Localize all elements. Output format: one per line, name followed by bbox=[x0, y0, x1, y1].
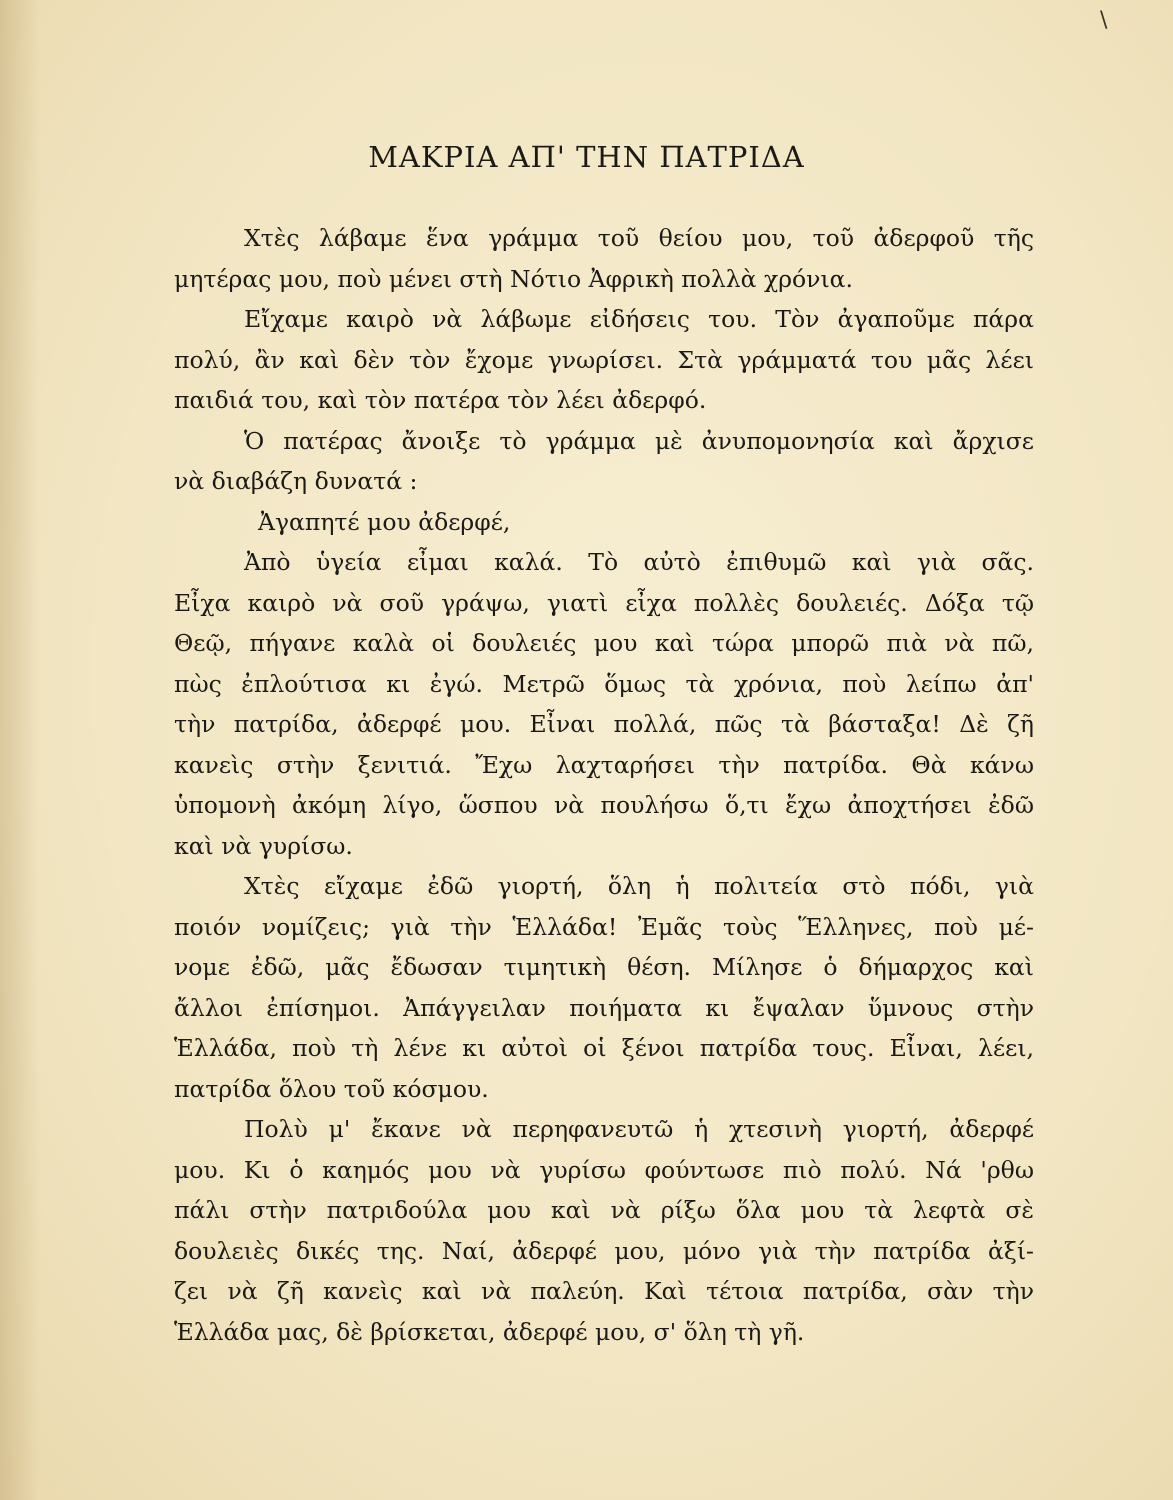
chapter-title: ΜΑΚΡΙΑ ΑΠ' ΤΗΝ ΠΑΤΡΙΔΑ bbox=[368, 140, 805, 174]
text-line: πάλι στὴν πατριδούλα μου καὶ νὰ ρίξω ὅλα μου τὰ λεφτὰ σὲ bbox=[174, 1196, 1034, 1224]
text-line: Εἴχαμε καιρὸ νὰ λάβωμε εἰδήσεις του. Τὸν ἀγαποῦμε πάρα bbox=[244, 305, 1034, 333]
salutation-line: Ἀγαπητέ μου ἀδερφέ, bbox=[258, 507, 511, 536]
text-line: παιδιά του, καὶ τὸν πατέρα τὸν λέει ἀδερφό. bbox=[174, 386, 707, 414]
body-text bbox=[174, 218, 1034, 1352]
text-line: πὼς ἐπλούτισα κι ἐγώ. Μετρῶ ὅμως τὰ χρόνια, ποὺ λείπω ἀπ' bbox=[174, 669, 1034, 698]
text-line: πολύ, ἂν καὶ δὲν τὸν ἔχομε γνωρίσει. Στὰ γράμματά του μᾶς λέει bbox=[174, 345, 1034, 374]
text-line: Εἶχα καιρὸ νὰ σοῦ γράψω, γιατὶ εἶχα πολλὲς δουλειές. Δόξα τῷ bbox=[174, 588, 1034, 617]
text-line: κανεὶς στὴν ξενιτιά. Ἔχω λαχταρήσει τὴν πατρίδα. Θὰ κάνω bbox=[174, 750, 1034, 779]
text-line: ὑπομονὴ ἀκόμη λίγο, ὥσπου νὰ πουλήσω ὅ,τι ἔχω ἀποχτήσει ἐδῶ bbox=[174, 791, 1034, 819]
text-line: Χτὲς λάβαμε ἕνα γράμμα τοῦ θείου μου, τοῦ ἀδερφοῦ τῆς bbox=[244, 224, 1034, 252]
text-line: ποιόν νομίζεις; γιὰ τὴν Ἑλλάδα! Ἐμᾶς τοὺς Ἕλληνες, ποὺ μέ- bbox=[174, 912, 1034, 941]
text-line: Χτὲς εἴχαμε ἐδῶ γιορτή, ὅλη ἡ πολιτεία στὸ πόδι, γιὰ bbox=[244, 872, 1034, 900]
corner-mark: \ bbox=[1100, 8, 1108, 33]
text-line: Ἑλλάδα, ποὺ τὴ λένε κι αὐτοὶ οἱ ξένοι πατρίδα τους. Εἶναι, λέει, bbox=[174, 1034, 1034, 1062]
text-line: νὰ διαβάζη δυνατά : bbox=[174, 467, 418, 495]
text-line: ἄλλοι ἐπίσημοι. Ἀπάγγειλαν ποιήματα κι ἔψαλαν ὕμνους στὴν bbox=[174, 993, 1034, 1022]
text-line: Ἀπὸ ὑγεία εἶμαι καλά. Τὸ αὐτὸ ἐπιθυμῶ καὶ γιὰ σᾶς. bbox=[244, 548, 1034, 576]
text-line: Πολὺ μ' ἔκανε νὰ περηφανευτῶ ἡ χτεσινὴ γιορτή, ἀδερφέ bbox=[244, 1115, 1034, 1143]
text-line: Θεῷ, πήγανε καλὰ οἱ δουλειές μου καὶ τώρα μπορῶ πιὰ νὰ πῶ, bbox=[174, 629, 1034, 657]
text-line: νομε ἐδῶ, μᾶς ἔδωσαν τιμητικὴ θέση. Μίλησε ὁ δήμαρχος καὶ bbox=[174, 953, 1034, 981]
text-line: πατρίδα ὅλου τοῦ κόσμου. bbox=[174, 1074, 489, 1103]
page-edge-shadow bbox=[0, 0, 40, 1500]
text-line: ζει νὰ ζῆ κανεὶς καὶ νὰ παλεύη. Καὶ τέτοια πατρίδα, σὰν τὴν bbox=[174, 1277, 1034, 1305]
text-line: Ἑλλάδα μας, δὲ βρίσκεται, ἀδερφέ μου, σ' ὅλη τὴ γῆ. bbox=[174, 1317, 805, 1346]
text-line: καὶ νὰ γυρίσω. bbox=[174, 831, 353, 860]
text-line: Ὁ πατέρας ἄνοιξε τὸ γράμμα μὲ ἀνυπομονησία καὶ ἄρχισε bbox=[244, 426, 1034, 455]
text-line: τὴν πατρίδα, ἀδερφέ μου. Εἶναι πολλά, πῶς τὰ βάσταξα! Δὲ ζῆ bbox=[174, 710, 1034, 738]
text-line: μητέρας μου, ποὺ μένει στὴ Νότιο Ἀφρικὴ πολλὰ χρόνια. bbox=[174, 264, 854, 293]
text-line: δουλειὲς δικές της. Ναί, ἀδερφέ μου, μόνο γιὰ τὴν πατρίδα ἀξί- bbox=[174, 1236, 1034, 1265]
text-line: μου. Κι ὁ καημός μου νὰ γυρίσω φούντωσε πιὸ πολύ. Νά 'ρθω bbox=[174, 1155, 1034, 1184]
